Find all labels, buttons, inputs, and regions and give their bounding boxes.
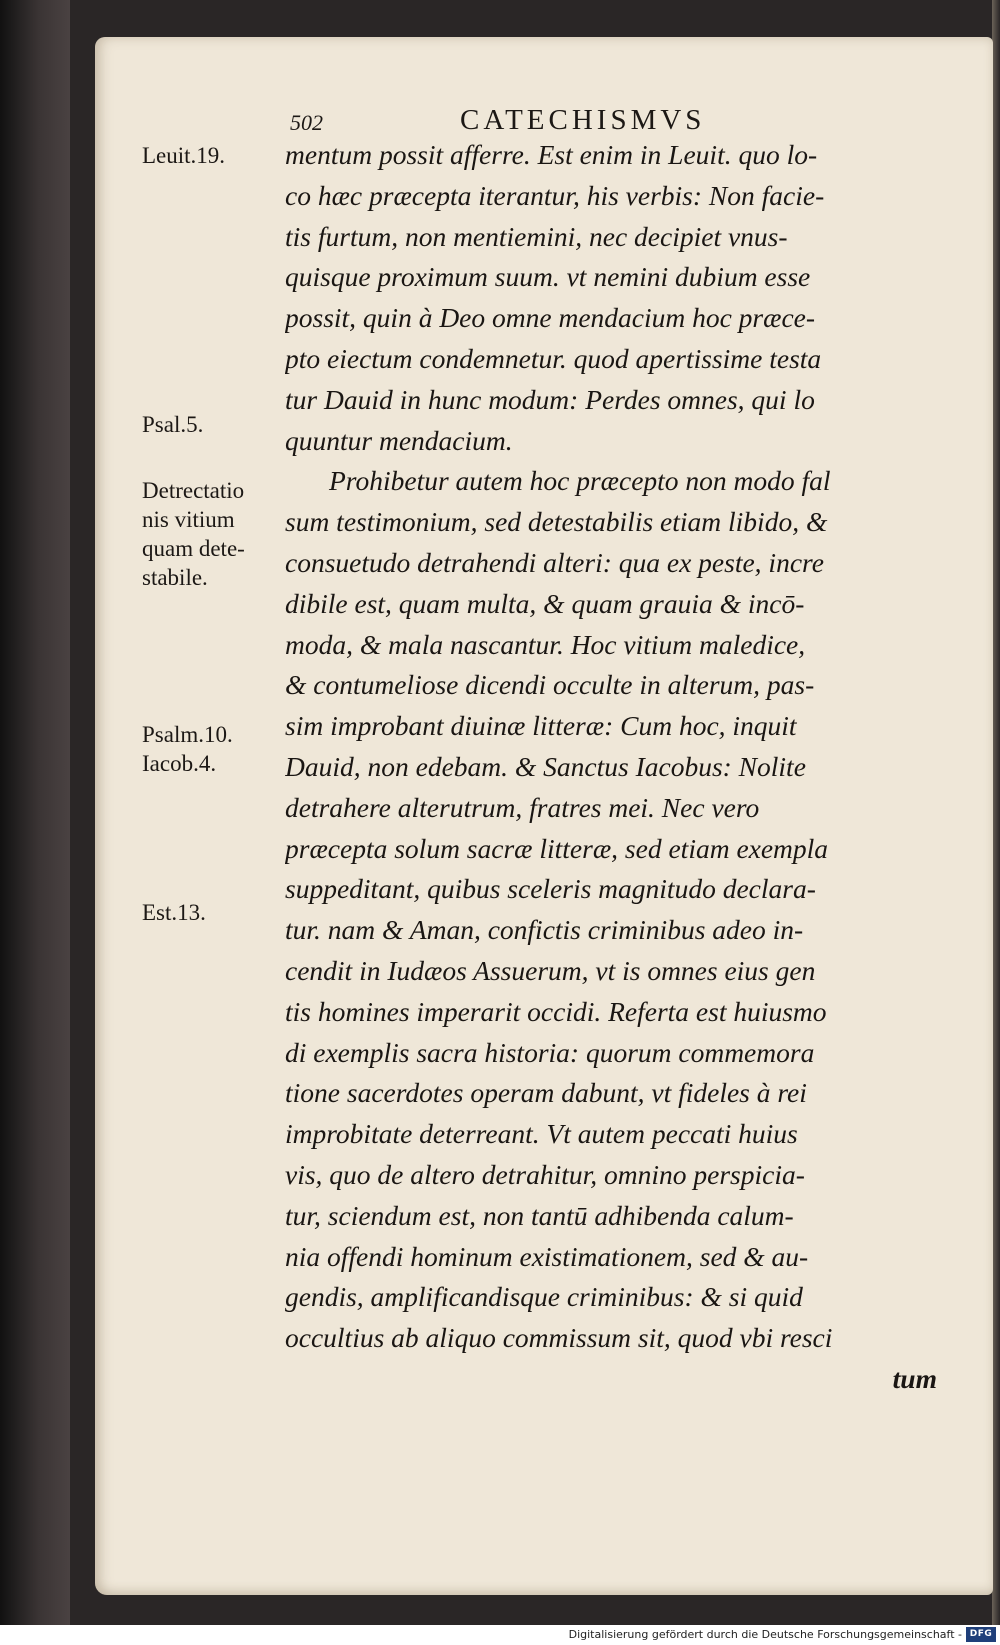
text-line: vis, quo de altero detrahitur, omnino perspicia-	[285, 1158, 805, 1190]
margin-note-detrectatio: Detrectatio nis vitium quam dete- stabile.	[142, 478, 245, 590]
footer-credit: Digitalisierung gefördert durch die Deutsche Forschungsgemeinschaft -	[568, 1628, 962, 1641]
text-line: occultius ab aliquo commissum sit, quod vbi resci	[285, 1322, 833, 1354]
body-text	[285, 135, 945, 1400]
text-line: sim improbant diuinæ litteræ: Cum hoc, inquit	[285, 710, 797, 742]
text-line: tur, sciendum est, non tantū adhibenda calum-	[285, 1199, 794, 1231]
page-number: 502	[290, 110, 323, 135]
dfg-logo: DFG	[966, 1627, 996, 1642]
text-line: præcepta solum sacræ litteræ, sed etiam exempla	[285, 832, 829, 864]
margin-note-psal: Psal.5.	[142, 412, 204, 437]
text-line: tur. nam & Aman, confictis criminibus adeo in-	[285, 914, 804, 946]
text-line: nia offendi hominum existimationem, sed & au-	[285, 1240, 809, 1272]
text-line: tione sacerdotes operam dabunt, vt fideles à rei	[285, 1077, 807, 1109]
text-line: moda, & mala nascantur. Hoc vitium maledice,	[285, 628, 806, 660]
text-line: possit, quin à Deo omne mendacium hoc præce-	[285, 302, 816, 334]
digitization-footer	[0, 1625, 1000, 1645]
text-line: detrahere alterutrum, fratres mei. Nec vero	[285, 791, 760, 823]
book-binding	[0, 0, 70, 1625]
margin-note-est: Est.13.	[142, 900, 206, 925]
page-edge	[992, 0, 1000, 1625]
running-title: CATECHISMVS	[460, 104, 706, 136]
text-line: Dauid, non edebam. & Sanctus Iacobus: Nolite	[285, 750, 806, 782]
text-line: suppeditant, quibus sceleris magnitudo declara-	[285, 873, 816, 905]
text-line: tis homines imperarit occidi. Referta est huiusmo	[285, 995, 827, 1027]
catchword: tum	[892, 1362, 937, 1394]
text-line: tur Dauid in hunc modum: Perdes omnes, qui lo	[285, 383, 815, 415]
margin-note-leuit: Leuit.19.	[142, 143, 226, 168]
text-line: & contumeliose dicendi occulte in alterum, pas-	[285, 669, 815, 701]
text-line: tis furtum, non mentiemini, nec decipiet vnus-	[285, 220, 788, 252]
text-line: dibile est, quam multa, & quam grauia & incō-	[285, 587, 805, 619]
text-line: quuntur mendacium.	[285, 424, 513, 456]
text-line: sum testimonium, sed detestabilis etiam libido, &	[285, 506, 828, 538]
text-line: mentum possit afferre. Est enim in Leuit. quo lo-	[285, 139, 818, 170]
text-line: co hæc præcepta iterantur, his verbis: Non facie-	[285, 179, 825, 211]
text-line: gendis, amplificandisque criminibus: & si quid	[285, 1281, 803, 1313]
text-line: Prohibetur autem hoc præcepto non modo fal	[329, 465, 831, 497]
text-line: improbitate deterreant. Vt autem peccati huius	[285, 1118, 798, 1150]
text-line: pto eiectum condemnetur. quod apertissime testa	[285, 342, 822, 374]
text-line: di exemplis sacra historia: quorum commemora	[285, 1036, 815, 1068]
text-line: cendit in Iudæos Assuerum, vt is omnes eius gen	[285, 954, 816, 986]
text-line: quisque proximum suum. vt nemini dubium esse	[285, 261, 811, 293]
margin-note-psalm-iacob: Psalm.10. Iacob.4.	[142, 722, 233, 776]
text-line: consuetudo detrahendi alteri: qua ex peste, incre	[285, 546, 824, 578]
